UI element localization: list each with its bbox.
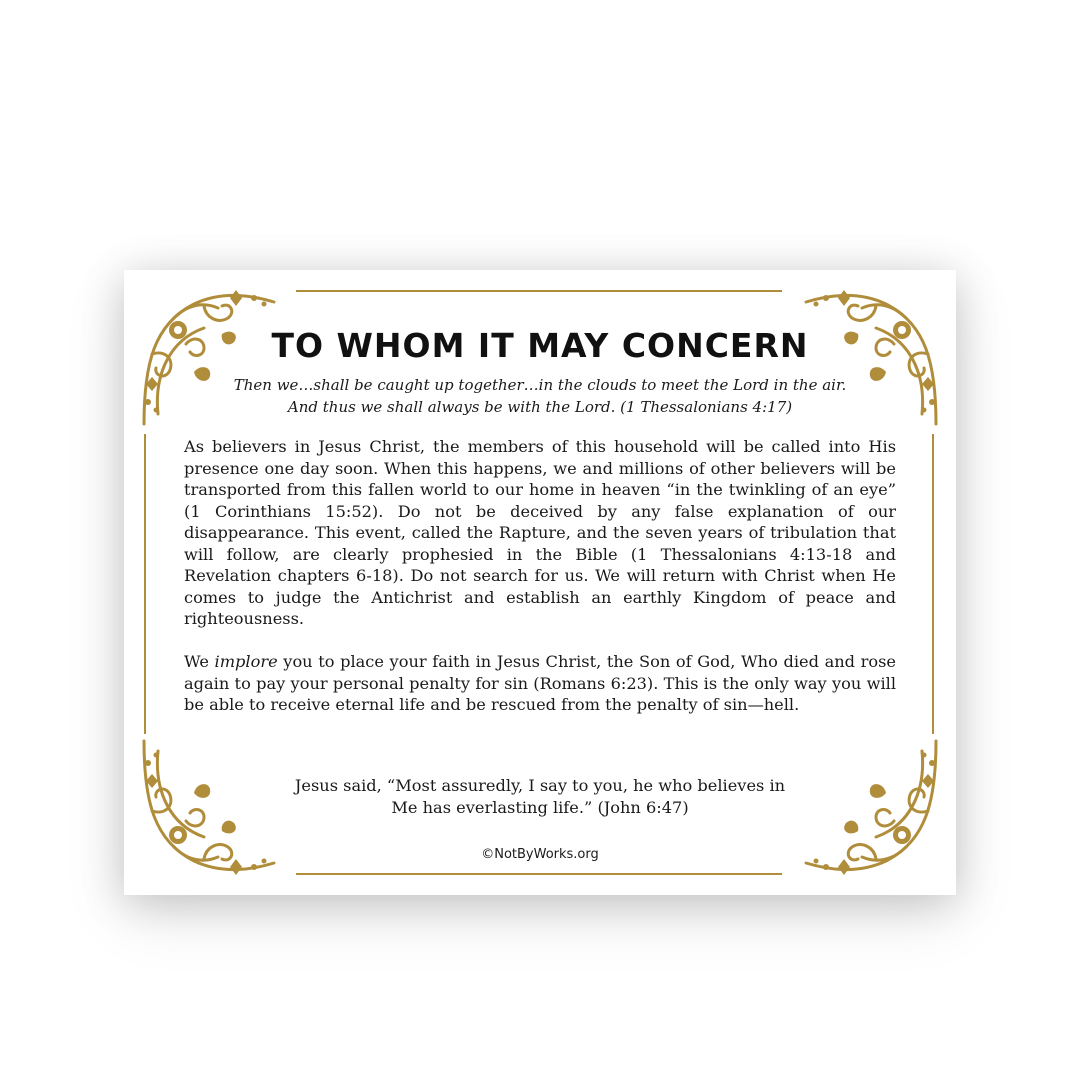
notice-title: TO WHOM IT MAY CONCERN (271, 326, 809, 365)
body-paragraph-1: As believers in Jesus Christ, the members of this household will be called into His presence one day soon. When this happens, we and millions of other believers will be transported from this fallen world to our home in heaven “in the twinkling of an eye” (1 Corinthians 15:52). Do not be deceived by any false explanation of our disappearance. This event, called the Rapture, and the seven years of tribulation that will follow, are clearly prophesied in the Bible (1 Thessalonians 4:13-18 and Revelation chapters 6-18). Do not search for us. We will return with Christ when He comes to judge the Antichrist and establish an earthly Kingdom of peace and righteousness. (184, 437, 896, 628)
paragraph-2-emphasis: implore (214, 652, 278, 671)
paragraph-2-lead: We (184, 652, 215, 671)
copyright-footer: ©NotByWorks.org (481, 847, 599, 862)
body-paragraph-2 (184, 651, 896, 716)
right-border-line (932, 434, 934, 734)
bottom-border-line (296, 873, 782, 875)
closing-quote (124, 775, 956, 819)
epigraph-verse (184, 374, 896, 418)
epigraph-line-1: Then we…shall be caught up together…in the clouds to meet the Lord in the air. (233, 376, 847, 394)
left-border-line (144, 434, 146, 734)
quote-line-1: Jesus said, “Most assuredly, I say to you, he who believes in (294, 776, 786, 795)
quote-line-2: Me has everlasting life.” (John 6:47) (391, 798, 689, 817)
notice-card (124, 270, 956, 895)
top-border-line (296, 290, 782, 292)
paragraph-2-rest: you to place your faith in Jesus Christ, the Son of God, Who died and rose again to pay your personal penalty for sin (Romans 6:23). This is the only way you will be able to receive eternal life and be rescued from the penalty of sin—hell. (184, 652, 896, 714)
epigraph-line-2: And thus we shall always be with the Lord. (1 Thessalonians 4:17) (287, 398, 793, 416)
notice-body (184, 436, 896, 737)
